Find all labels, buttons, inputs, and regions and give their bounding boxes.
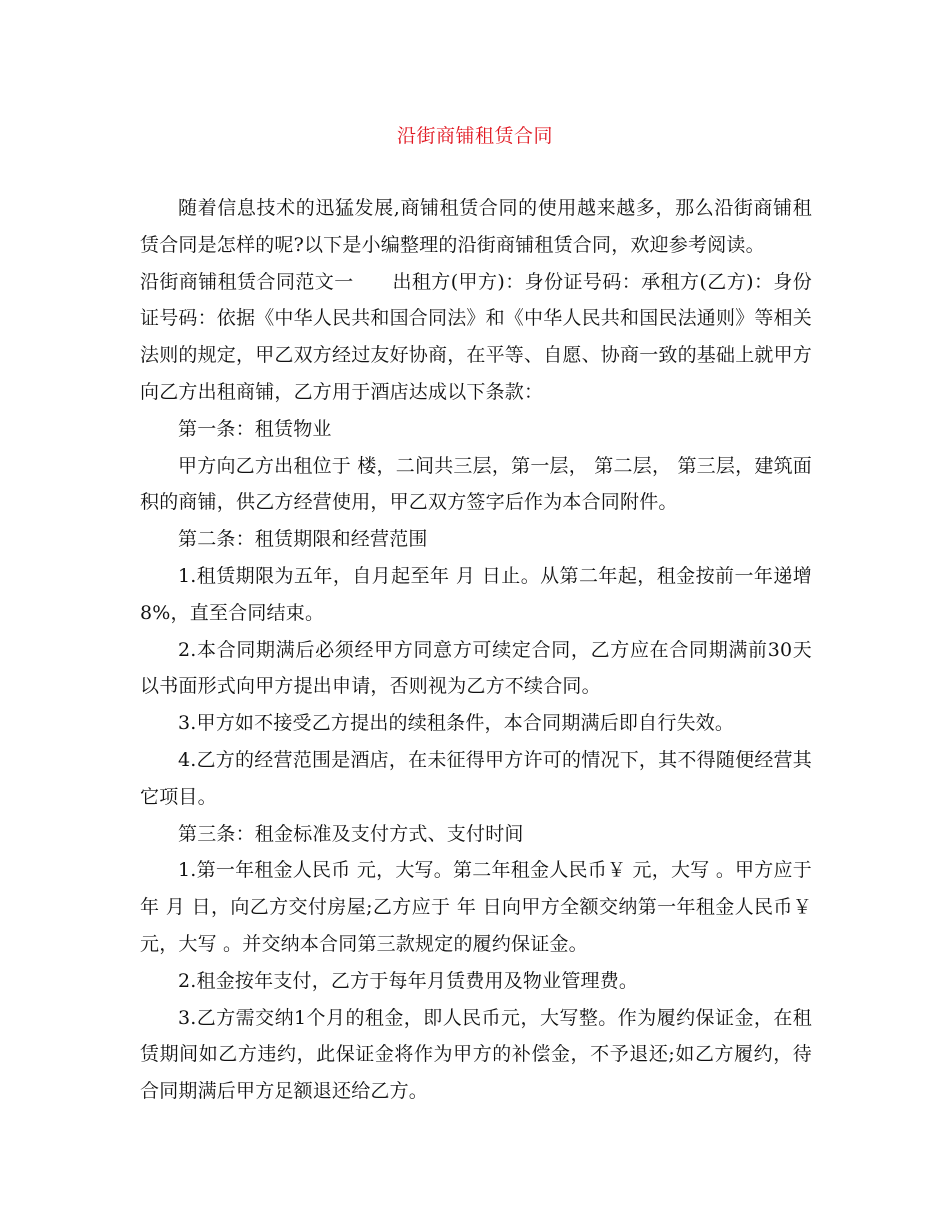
article-1-text: 甲方向乙方出租位于 楼，二间共三层，第一层， 第二层， 第三层，建筑面积的商铺，供乙方经营使用，甲乙双方签字后作为本合同附件。 bbox=[140, 454, 812, 514]
article-2-item-1: 1.租赁期限为五年，自月起至年 月 日止。从第二年起，租金按前一年递增8%，直至合同结束。 bbox=[140, 564, 812, 624]
document-body bbox=[140, 190, 812, 1110]
article-3-item-2: 2.租金按年支付，乙方于每年月赁费用及物业管理费。 bbox=[178, 969, 639, 992]
article-2-item-2: 2.本合同期满后必须经甲方同意方可续定合同，乙方应在合同期满前30天以书面形式向甲方提出申请，否则视为乙方不续合同。 bbox=[140, 638, 812, 698]
article-2-heading: 第二条：租赁期限和经营范围 bbox=[178, 528, 428, 551]
article-3-heading: 第三条：租金标准及支付方式、支付时间 bbox=[178, 822, 524, 845]
article-3-item-3: 3.乙方需交纳1个月的租金，即人民币元，大写整。作为履约保证金，在租赁期间如乙方违约，此保证金将作为甲方的补偿金，不予退还;如乙方履约，待合同期满后甲方足额退还给乙方。 bbox=[140, 1006, 812, 1103]
article-3-item-1: 1.第一年租金人民币 元，大写。第二年租金人民币￥ 元，大写 。甲方应于 年 月 日，向乙方交付房屋;乙方应于 年 日向甲方全额交纳第一年租金人民币￥ 元，大写 。并交纳本合同第三款规定的履约保证金。 bbox=[140, 859, 812, 955]
document-title: 沿街商铺租赁合同 bbox=[396, 125, 553, 147]
article-2-item-3: 3.甲方如不接受乙方提出的续租条件，本合同期满后即自行失效。 bbox=[178, 712, 735, 735]
article-1-heading: 第一条：租赁物业 bbox=[178, 417, 332, 440]
paragraph-intro: 随着信息技术的迅猛发展,商铺租赁合同的使用越来越多，那么沿街商铺租赁合同是怎样的呢?以下是小编整理的沿街商铺租赁合同，欢迎参考阅读。 bbox=[140, 197, 812, 256]
paragraph-parties: 沿街商铺租赁合同范文一 出租方(甲方)：身份证号码：承租方(乙方)：身份证号码：依据《中华人民共和国合同法》和《中华人民共和国民法通则》等相关法则的规定，甲乙双方经过友好协商，在平等、自愿、协商一致的基础上就甲方向乙方出租商铺，乙方用于酒店达成以下条款： bbox=[140, 270, 813, 403]
article-2-item-4: 4.乙方的经营范围是酒店，在未征得甲方许可的情况下，其不得随便经营其它项目。 bbox=[140, 748, 812, 808]
